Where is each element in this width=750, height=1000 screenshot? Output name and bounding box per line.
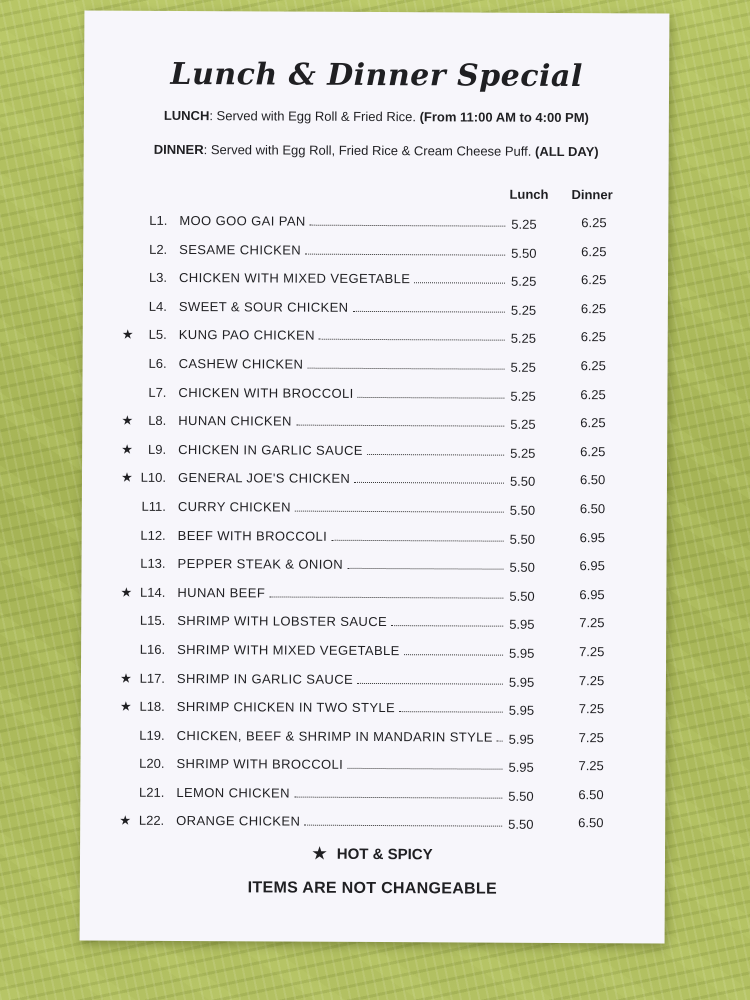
item-name: MOO GOO GAI PAN — [179, 212, 306, 229]
lunch-price: 5.25 — [510, 445, 536, 461]
lunch-price: 5.25 — [510, 359, 536, 375]
dinner-price: 6.95 — [579, 529, 606, 545]
menu-item-row — [83, 206, 668, 238]
dinner-price: 6.50 — [579, 501, 606, 517]
lunch-info — [84, 107, 669, 125]
menu-item-row — [81, 607, 666, 639]
dinner-price: 6.95 — [579, 558, 605, 574]
column-header-lunch: Lunch — [509, 186, 549, 202]
item-code: L7. — [148, 384, 167, 400]
hot-spicy-star-icon: ★ — [119, 698, 132, 714]
lunch-price: 5.50 — [509, 474, 536, 490]
item-name-line — [178, 470, 506, 487]
lunch-price: 5.50 — [509, 588, 535, 604]
legend-text: HOT & SPICY — [336, 845, 433, 864]
item-name: CHICKEN, BEEF & SHRIMP IN MANDARIN STYLE — [176, 727, 493, 745]
menu-item-row — [83, 292, 668, 324]
lunch-price: 5.50 — [508, 788, 534, 804]
dot-leader — [319, 339, 505, 341]
lunch-price: 5.50 — [508, 817, 534, 833]
item-name: SESAME CHICKEN — [179, 241, 302, 258]
item-code: L3. — [148, 270, 168, 286]
item-code: L9. — [148, 441, 167, 457]
item-name: KUNG PAO CHICKEN — [178, 327, 315, 344]
item-code: L6. — [148, 355, 167, 371]
menu-item-row — [82, 464, 667, 496]
dot-leader — [310, 225, 506, 227]
dinner-price: 6.25 — [580, 443, 606, 459]
dinner-price: 6.25 — [580, 272, 607, 288]
dinner-price: 6.25 — [581, 243, 607, 259]
dot-leader — [358, 396, 505, 398]
item-name-line — [178, 442, 506, 459]
item-code: L8. — [148, 412, 167, 429]
item-name: HUNAN BEEF — [177, 584, 266, 601]
dinner-price: 6.25 — [580, 300, 607, 316]
menu-item-row — [81, 550, 666, 582]
lunch-price: 5.50 — [509, 559, 535, 575]
item-name-line — [179, 356, 507, 373]
item-name-line — [177, 613, 505, 630]
dinner-price: 6.25 — [580, 415, 606, 431]
item-name: BEEF WITH BROCCOLI — [177, 527, 328, 544]
dot-leader — [352, 311, 504, 313]
dinner-price: 7.25 — [579, 615, 605, 631]
item-name: CHICKEN WITH BROCCOLI — [178, 384, 354, 401]
dot-leader — [414, 282, 505, 283]
lunch-price: 5.95 — [508, 702, 535, 718]
dot-leader — [347, 568, 504, 570]
item-code: L13. — [140, 555, 166, 572]
item-code: L15. — [139, 613, 166, 629]
item-name: SHRIMP CHICKEN IN TWO STYLE — [176, 699, 396, 716]
item-name-line — [178, 413, 506, 430]
item-code: L14. — [140, 584, 166, 600]
lunch-price: 5.50 — [511, 245, 537, 261]
lunch-price: 5.25 — [511, 216, 537, 232]
item-code: L12. — [140, 527, 166, 543]
item-code: L18. — [139, 698, 165, 714]
item-name: CHICKEN IN GARLIC SAUCE — [178, 441, 363, 458]
hot-spicy-star-icon: ★ — [120, 670, 132, 686]
dot-leader — [357, 682, 503, 684]
item-code: L10. — [140, 470, 167, 486]
item-name-line — [176, 813, 504, 830]
menu-item-row — [83, 235, 668, 267]
menu-item-row — [82, 521, 667, 553]
hot-spicy-star-icon: ★ — [119, 813, 132, 829]
menu-sheet — [80, 10, 670, 943]
item-name-line — [176, 785, 504, 802]
menu-item-row — [82, 407, 667, 439]
lunch-price: 5.25 — [510, 388, 536, 404]
dinner-price: 7.25 — [578, 758, 604, 774]
dot-leader — [307, 368, 504, 370]
lunch-price: 5.95 — [509, 645, 535, 661]
lunch-description: : Served with Egg Roll & Fried Rice. — [209, 108, 417, 125]
lunch-price: 5.25 — [510, 273, 537, 290]
item-name-line — [179, 242, 507, 259]
lunch-price: 5.25 — [510, 302, 537, 318]
hot-spicy-star-icon: ★ — [121, 412, 134, 428]
menu-item-list — [80, 206, 668, 838]
menu-item-row — [83, 349, 668, 381]
dinner-price: 7.25 — [578, 672, 605, 688]
menu-item-row — [80, 807, 665, 839]
footer-note: ITEMS ARE NOT CHANGEABLE — [247, 879, 498, 898]
item-name: ORANGE CHICKEN — [176, 813, 301, 830]
dot-leader — [296, 425, 504, 427]
hot-spicy-star-icon: ★ — [121, 327, 134, 343]
dinner-price: 6.25 — [581, 215, 607, 231]
item-name-line — [179, 299, 507, 316]
item-name: SHRIMP WITH MIXED VEGETABLE — [177, 641, 400, 659]
item-name: HUNAN CHICKEN — [178, 413, 292, 429]
column-header-dinner: Dinner — [571, 187, 613, 203]
lunch-hours: (From 11:00 AM to 4:00 PM) — [419, 109, 589, 126]
item-code: L1. — [149, 212, 168, 228]
dot-leader — [391, 625, 503, 627]
dinner-description: : Served with Egg Roll, Fried Rice & Cream Cheese Puff. — [203, 142, 532, 159]
item-code: L11. — [141, 498, 166, 514]
dinner-price: 7.25 — [579, 643, 605, 660]
legend — [80, 842, 665, 865]
item-code: L20. — [139, 756, 165, 772]
menu-item-row — [82, 378, 667, 410]
hot-spicy-star-icon: ★ — [120, 584, 133, 600]
item-name-line — [179, 270, 507, 287]
dot-leader — [404, 654, 503, 656]
item-name-line — [177, 585, 505, 602]
menu-title: Lunch & Dinner Special — [170, 56, 583, 95]
item-name-line — [176, 756, 504, 773]
item-code: L21. — [138, 784, 165, 800]
dot-leader — [354, 482, 504, 484]
item-name-line — [179, 213, 507, 230]
item-name-line — [178, 499, 506, 516]
dinner-price: 6.95 — [579, 586, 605, 602]
menu-item-row — [81, 664, 666, 696]
item-code: L22. — [138, 813, 165, 829]
dot-leader — [331, 539, 504, 541]
item-name: CURRY CHICKEN — [177, 498, 291, 515]
item-name: LEMON CHICKEN — [176, 784, 290, 801]
hot-spicy-star-icon: ★ — [121, 470, 133, 486]
item-code: L17. — [139, 670, 165, 686]
dot-leader — [269, 596, 503, 598]
item-name: SWEET & SOUR CHICKEN — [178, 298, 349, 315]
menu-item-row — [82, 435, 667, 467]
menu-item-row — [80, 778, 665, 810]
lunch-price: 5.25 — [510, 331, 537, 347]
dot-leader — [304, 825, 502, 827]
lunch-price: 5.50 — [509, 502, 536, 518]
menu-item-row — [81, 635, 666, 667]
dinner-price: 6.50 — [579, 472, 606, 488]
menu-item-row — [81, 721, 666, 753]
lunch-price: 5.50 — [509, 531, 536, 547]
item-name: GENERAL JOE'S CHICKEN — [177, 470, 351, 487]
item-name-line — [177, 699, 505, 716]
item-code: L16. — [139, 641, 166, 657]
dinner-hours: (ALL DAY) — [535, 143, 599, 160]
dinner-label: DINNER — [153, 141, 204, 158]
item-name-line — [177, 642, 505, 659]
item-name: PEPPER STEAK & ONION — [177, 556, 344, 572]
item-name: SHRIMP IN GARLIC SAUCE — [176, 670, 354, 687]
menu-item-row — [83, 321, 668, 353]
dot-leader — [305, 253, 505, 255]
item-code: L4. — [148, 298, 167, 314]
menu-item-row — [81, 693, 666, 725]
item-name-line — [179, 327, 507, 344]
dot-leader — [367, 454, 504, 456]
lunch-label: LUNCH — [163, 107, 210, 124]
dot-leader — [294, 796, 502, 798]
dinner-price: 6.50 — [578, 786, 604, 803]
lunch-price: 5.25 — [510, 416, 536, 432]
item-name: CASHEW CHICKEN — [178, 355, 304, 372]
item-name: CHICKEN WITH MIXED VEGETABLE — [179, 270, 411, 287]
dot-leader — [347, 768, 502, 770]
dinner-price: 6.25 — [580, 358, 606, 374]
menu-item-row — [83, 264, 668, 296]
menu-item-row — [82, 492, 667, 524]
lunch-price: 5.95 — [509, 617, 535, 633]
dot-leader — [399, 711, 503, 713]
item-name: SHRIMP WITH LOBSTER SAUCE — [177, 613, 388, 630]
item-name: SHRIMP WITH BROCCOLI — [176, 756, 344, 773]
dot-leader — [295, 511, 504, 513]
lunch-price: 5.95 — [508, 731, 534, 747]
dinner-price: 6.50 — [578, 815, 604, 831]
hot-spicy-star-icon: ★ — [121, 441, 134, 457]
item-code: L2. — [149, 241, 168, 257]
menu-item-row — [80, 750, 665, 782]
dinner-info — [84, 141, 669, 159]
item-code: L5. — [148, 327, 167, 343]
menu-item-row — [81, 578, 666, 610]
item-name-line — [177, 728, 505, 745]
star-icon: ★ — [312, 845, 327, 863]
dinner-price: 7.25 — [578, 729, 604, 745]
lunch-price: 5.95 — [508, 674, 535, 690]
item-name-line — [178, 528, 506, 545]
lunch-price: 5.95 — [508, 759, 534, 776]
item-name-line — [178, 556, 506, 573]
item-name-line — [178, 385, 506, 402]
item-name-line — [177, 670, 505, 687]
item-code: L19. — [139, 727, 165, 743]
dinner-price: 7.25 — [578, 701, 605, 717]
dot-leader — [497, 740, 503, 741]
dinner-price: 6.25 — [580, 329, 607, 345]
dinner-price: 6.25 — [580, 386, 606, 402]
